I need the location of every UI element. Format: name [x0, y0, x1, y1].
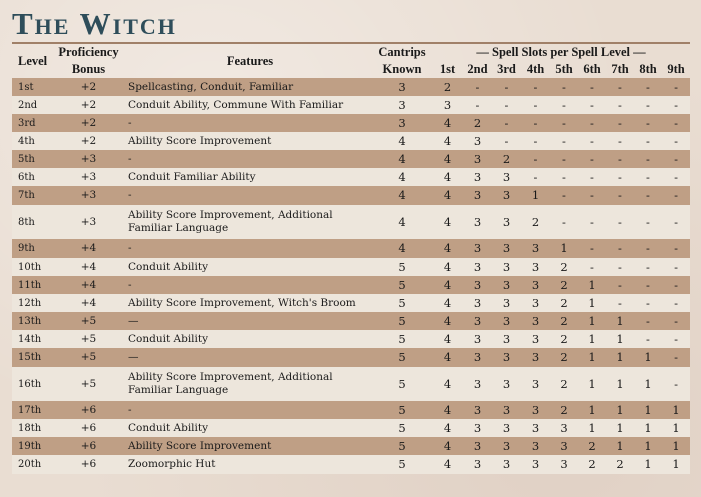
slot-cell-1st: 4	[443, 420, 452, 435]
header-slot-9th: 9th	[667, 62, 685, 76]
table-row	[12, 367, 690, 401]
proficiency-cell: +2	[80, 134, 97, 147]
slot-cell-3rd: 3	[502, 438, 511, 453]
slot-cell-7th: 2	[616, 457, 624, 471]
slot-cell-8th: 1	[644, 457, 652, 471]
slot-cell-2nd: 3	[473, 313, 482, 328]
slot-cell-6th: -	[590, 259, 594, 274]
table-row	[12, 132, 690, 150]
slot-cell-9th: -	[674, 350, 678, 364]
slot-cell-2nd: 3	[473, 241, 482, 255]
cantrips-cell: 5	[398, 457, 406, 471]
table-body	[12, 78, 690, 474]
level-cell: 9th	[18, 243, 35, 254]
header-slot-5th: 5th	[555, 62, 573, 76]
slot-cell-2nd: -	[475, 97, 480, 112]
slot-cell-2nd: 3	[473, 259, 482, 274]
slot-cell-2nd: -	[475, 79, 480, 94]
table-row	[12, 455, 690, 474]
slot-cell-3rd: 3	[502, 241, 511, 255]
cantrips-cell: 5	[398, 376, 406, 391]
proficiency-cell: +3	[80, 170, 97, 183]
slot-cell-7th: -	[618, 259, 622, 274]
proficiency-cell: +2	[80, 116, 97, 129]
proficiency-cell: +4	[80, 296, 97, 309]
slot-cell-4th: 3	[531, 376, 540, 391]
slot-cell-3rd: 3	[502, 214, 511, 229]
table-row	[12, 419, 690, 437]
level-cell: 13th	[18, 315, 42, 327]
features-cell: Ability Score Improvement	[128, 439, 272, 452]
proficiency-cell: +5	[80, 314, 97, 327]
slot-cell-2nd: 3	[473, 277, 482, 292]
slot-cell-5th: 2	[560, 331, 568, 346]
level-cell: 11th	[18, 279, 42, 291]
slot-cell-9th: 1	[672, 438, 680, 453]
slot-cell-5th: -	[562, 79, 566, 94]
slot-cell-6th: -	[590, 214, 594, 229]
slot-cell-5th: 2	[560, 259, 568, 274]
slot-cell-6th: 1	[588, 420, 596, 435]
features-cell: Spellcasting, Conduit, Familiar	[128, 80, 294, 93]
slot-cell-1st: 4	[443, 402, 452, 417]
table-row	[12, 294, 690, 312]
slot-cell-8th: 1	[644, 376, 652, 391]
header-slot-7th: 7th	[611, 62, 629, 76]
slot-cell-1st: 4	[443, 214, 452, 229]
table-row	[12, 348, 690, 367]
slot-cell-8th: -	[646, 169, 650, 184]
level-cell: 17th	[18, 404, 42, 416]
slot-cell-9th: 1	[672, 420, 680, 435]
slot-cell-7th: 1	[616, 376, 624, 391]
slot-cell-3rd: 3	[502, 376, 511, 391]
header-slot-8th: 8th	[639, 62, 657, 76]
proficiency-cell: +6	[80, 403, 97, 416]
slot-cell-5th: 2	[560, 350, 568, 364]
slot-cell-8th: -	[646, 313, 650, 328]
proficiency-cell: +2	[80, 80, 97, 93]
slot-cell-7th: -	[618, 115, 622, 130]
slot-cell-1st: 4	[443, 457, 452, 471]
slot-cell-6th: 1	[588, 313, 596, 328]
table-row	[12, 276, 690, 294]
slot-cell-2nd: 3	[473, 376, 482, 391]
slot-cell-8th: 1	[644, 402, 652, 417]
table-row	[12, 186, 690, 205]
slot-cell-9th: -	[674, 277, 678, 292]
page-title: The Witch	[12, 6, 177, 41]
proficiency-cell: +5	[80, 351, 97, 363]
slot-cell-5th: -	[562, 115, 566, 130]
table-row	[12, 168, 690, 186]
slot-cell-6th: -	[590, 79, 594, 94]
slot-cell-9th: -	[674, 331, 678, 346]
slot-cell-9th: -	[674, 115, 678, 130]
table-row	[12, 114, 690, 132]
features-cell: Conduit Ability, Commune With Familiar	[128, 98, 344, 111]
slot-cell-2nd: 3	[473, 420, 482, 435]
features-cell: —	[128, 314, 139, 327]
level-cell: 2nd	[18, 99, 38, 111]
slot-cell-4th: 3	[531, 313, 540, 328]
slot-cell-9th: -	[674, 79, 678, 94]
level-cell: 19th	[18, 440, 42, 452]
slot-cell-1st: 4	[443, 241, 452, 255]
slot-cell-4th: 3	[531, 277, 540, 292]
slot-cell-5th: 3	[560, 438, 568, 453]
slot-cell-4th: -	[533, 151, 538, 166]
slot-cell-9th: -	[674, 169, 678, 184]
features-cell: Ability Score Improvement, Additional Familiar Language	[128, 209, 333, 234]
table-row	[12, 96, 690, 114]
slot-cell-6th: 1	[588, 402, 596, 417]
slot-cell-4th: 3	[531, 438, 540, 453]
slot-cell-4th: -	[533, 79, 538, 94]
table-row	[12, 312, 690, 330]
features-cell: -	[128, 152, 132, 165]
slot-cell-5th: 2	[560, 313, 568, 328]
features-cell: Conduit Ability	[128, 260, 209, 273]
slot-cell-8th: -	[646, 241, 650, 255]
slot-cell-5th: 2	[560, 376, 568, 391]
table-row	[12, 78, 690, 96]
level-cell: 10th	[18, 261, 42, 273]
cantrips-cell: 5	[398, 350, 406, 364]
table-row	[12, 437, 690, 455]
cantrips-cell: 4	[398, 214, 406, 229]
level-cell: 7th	[18, 190, 35, 201]
slot-cell-4th: -	[533, 115, 538, 130]
level-cell: 20th	[18, 459, 42, 470]
header-slot-4th: 4th	[526, 62, 545, 76]
slot-cell-5th: 1	[560, 241, 568, 255]
features-cell: Conduit Ability	[128, 421, 209, 434]
slot-cell-1st: 4	[443, 350, 452, 364]
slot-cell-4th: 3	[531, 295, 540, 310]
cantrips-cell: 5	[398, 420, 406, 435]
slot-cell-2nd: 3	[473, 350, 482, 364]
slot-cell-7th: 1	[616, 313, 624, 328]
slot-cell-5th: -	[562, 97, 566, 112]
slot-cell-3rd: -	[504, 79, 509, 94]
slot-cell-8th: -	[646, 331, 650, 346]
slot-cell-6th: 1	[588, 350, 596, 364]
slot-cell-8th: -	[646, 188, 650, 202]
slot-cell-2nd: 3	[473, 151, 482, 166]
slot-cell-1st: 4	[443, 313, 452, 328]
cantrips-cell: 4	[398, 151, 406, 166]
slot-cell-7th: 1	[616, 420, 624, 435]
slot-cell-8th: -	[646, 97, 650, 112]
header-level: Level	[18, 53, 48, 68]
slot-cell-7th: -	[618, 214, 622, 229]
header-features: Features	[226, 53, 274, 68]
slot-cell-6th: 1	[588, 295, 596, 310]
slot-cell-7th: -	[618, 151, 622, 166]
slot-cell-4th: 1	[531, 188, 540, 202]
slot-cell-6th: -	[590, 133, 594, 148]
slot-cell-3rd: 3	[502, 420, 511, 435]
cantrips-cell: 4	[398, 169, 406, 184]
header-slot-2nd: 2nd	[467, 62, 488, 76]
cantrips-cell: 4	[398, 188, 406, 202]
slot-cell-4th: 3	[531, 457, 540, 471]
slot-cell-4th: 3	[531, 402, 540, 417]
proficiency-cell: +5	[80, 332, 97, 345]
slot-cell-3rd: 3	[502, 188, 511, 202]
proficiency-cell: +4	[80, 242, 97, 254]
slot-cell-6th: 2	[588, 438, 596, 453]
slot-cell-1st: 4	[443, 277, 452, 292]
proficiency-cell: +2	[80, 98, 97, 111]
slot-cell-4th: 3	[531, 420, 540, 435]
features-cell: -	[128, 278, 132, 291]
slot-cell-7th: -	[618, 133, 622, 148]
slot-cell-1st: 3	[443, 97, 452, 112]
table-row	[12, 330, 690, 348]
level-cell: 16th	[18, 378, 42, 390]
slot-cell-8th: -	[646, 277, 650, 292]
slot-cell-2nd: 2	[473, 115, 482, 130]
slot-cell-5th: -	[562, 133, 566, 148]
header-slot-6th: 6th	[583, 62, 601, 76]
slot-cell-2nd: 3	[473, 457, 482, 471]
slot-cell-8th: 1	[644, 438, 652, 453]
slot-cell-9th: -	[674, 151, 678, 166]
slot-cell-8th: -	[646, 115, 650, 130]
features-cell: Ability Score Improvement	[128, 134, 272, 147]
slot-cell-7th: 1	[616, 438, 624, 453]
slot-cell-5th: 3	[560, 420, 568, 435]
slot-cell-1st: 4	[443, 259, 452, 274]
cantrips-cell: 4	[398, 241, 406, 255]
cantrips-cell: 5	[398, 331, 406, 346]
cantrips-cell: 5	[398, 402, 406, 417]
slot-cell-9th: -	[674, 295, 678, 310]
slot-cell-1st: 4	[443, 438, 452, 453]
slot-cell-9th: 1	[672, 457, 680, 471]
features-cell: Conduit Ability	[128, 332, 209, 345]
features-cell: Conduit Familiar Ability	[128, 170, 256, 183]
slot-cell-1st: 4	[443, 151, 452, 166]
slot-cell-3rd: 3	[502, 402, 511, 417]
level-cell: 5th	[18, 153, 35, 165]
slot-cell-3rd: -	[504, 97, 509, 112]
slot-cell-1st: 4	[443, 295, 452, 310]
features-cell: -	[128, 189, 132, 201]
slot-cell-2nd: 3	[473, 214, 482, 229]
slot-cell-1st: 4	[443, 331, 452, 346]
slot-cell-3rd: 3	[502, 277, 511, 292]
table-row	[12, 239, 690, 258]
slot-cell-9th: -	[674, 259, 678, 274]
slot-cell-2nd: 3	[473, 133, 482, 148]
slot-cell-9th: -	[674, 97, 678, 112]
header-cantrips-line2: Known	[382, 62, 422, 76]
table-row	[12, 258, 690, 276]
level-cell: 3rd	[18, 117, 36, 129]
slot-cell-8th: 1	[644, 350, 652, 364]
features-cell: Zoomorphic Hut	[128, 458, 216, 470]
slot-cell-6th: -	[590, 169, 594, 184]
proficiency-cell: +6	[80, 421, 97, 434]
cantrips-cell: 3	[398, 79, 406, 94]
proficiency-cell: +3	[80, 189, 97, 201]
features-cell: -	[128, 403, 132, 416]
proficiency-cell: +6	[80, 458, 97, 470]
slot-cell-4th: 3	[531, 350, 540, 364]
slot-cell-2nd: 3	[473, 331, 482, 346]
slot-cell-6th: -	[590, 241, 594, 255]
slot-cell-3rd: -	[504, 133, 509, 148]
features-cell: —	[128, 351, 139, 363]
slot-cell-7th: -	[618, 188, 622, 202]
slot-cell-7th: 1	[616, 350, 624, 364]
slot-cell-8th: -	[646, 79, 650, 94]
header-slot-3rd: 3rd	[497, 62, 516, 76]
slot-cell-3rd: 3	[502, 259, 511, 274]
slot-cell-7th: -	[618, 277, 622, 292]
level-cell: 18th	[18, 422, 42, 434]
slot-cell-1st: 4	[443, 169, 452, 184]
cantrips-cell: 5	[398, 313, 406, 328]
level-cell: 14th	[18, 333, 42, 345]
slot-cell-9th: -	[674, 133, 678, 148]
slot-cell-3rd: 2	[502, 151, 511, 166]
proficiency-cell: +4	[80, 278, 97, 291]
slot-cell-3rd: -	[504, 115, 509, 130]
header-proficiency-line1: Proficiency	[58, 45, 119, 59]
slot-cell-5th: 3	[560, 457, 568, 471]
slot-cell-5th: -	[562, 151, 566, 166]
level-cell: 1st	[18, 81, 34, 93]
slot-cell-5th: 2	[560, 277, 568, 292]
table-row	[12, 401, 690, 419]
proficiency-cell: +3	[80, 215, 97, 228]
slot-cell-5th: 2	[560, 295, 568, 310]
slot-cell-9th: 1	[672, 402, 680, 417]
slot-cell-7th: -	[618, 241, 622, 255]
header-proficiency-line2: Bonus	[71, 62, 106, 76]
slot-cell-4th: 2	[531, 214, 540, 229]
proficiency-cell: +5	[80, 377, 97, 390]
slot-cell-2nd: 3	[473, 295, 482, 310]
slot-cell-2nd: 3	[473, 438, 482, 453]
cantrips-cell: 4	[398, 133, 406, 148]
slot-cell-7th: 1	[616, 331, 624, 346]
table-row	[12, 150, 690, 168]
witch-progression-table	[12, 44, 690, 474]
slot-cell-7th: -	[618, 79, 622, 94]
slot-cell-9th: -	[674, 313, 678, 328]
level-cell: 4th	[18, 135, 35, 147]
slot-cell-5th: -	[562, 214, 566, 229]
slot-cell-3rd: 3	[502, 331, 511, 346]
slot-cell-1st: 4	[443, 376, 452, 391]
slot-cell-8th: -	[646, 133, 650, 148]
slot-cell-8th: -	[646, 259, 650, 274]
slot-cell-9th: -	[674, 188, 678, 202]
level-cell: 6th	[18, 171, 35, 183]
slot-cell-5th: -	[562, 169, 566, 184]
slot-cell-6th: -	[590, 115, 594, 130]
slot-cell-6th: 1	[588, 376, 596, 391]
slot-cell-4th: -	[533, 169, 538, 184]
slot-cell-4th: -	[533, 133, 538, 148]
slot-cell-8th: 1	[644, 420, 652, 435]
slot-cell-3rd: 3	[502, 295, 511, 310]
header-spell-slots: — Spell Slots per Spell Level —	[476, 45, 646, 59]
slot-cell-1st: 4	[443, 188, 452, 202]
slot-cell-7th: 1	[616, 402, 624, 417]
slot-cell-4th: 3	[531, 241, 540, 255]
slot-cell-2nd: 3	[473, 402, 482, 417]
slot-cell-1st: 2	[443, 79, 452, 94]
slot-cell-6th: -	[590, 188, 594, 202]
table-row	[12, 205, 690, 239]
proficiency-cell: +3	[80, 152, 97, 165]
slot-cell-3rd: 3	[502, 169, 511, 184]
cantrips-cell: 5	[398, 438, 406, 453]
features-cell: -	[128, 116, 132, 129]
cantrips-cell: 5	[398, 259, 406, 274]
slot-cell-1st: 4	[443, 133, 452, 148]
slot-cell-6th: 1	[588, 277, 596, 292]
slot-cell-9th: -	[674, 241, 678, 255]
slot-cell-2nd: 3	[473, 188, 482, 202]
slot-cell-4th: 3	[531, 259, 540, 274]
cantrips-cell: 3	[398, 97, 406, 112]
features-cell: -	[128, 242, 132, 254]
level-cell: 8th	[18, 216, 35, 228]
slot-cell-5th: -	[562, 188, 566, 202]
slot-cell-5th: 2	[560, 402, 568, 417]
slot-cell-7th: -	[618, 295, 622, 310]
level-cell: 12th	[18, 297, 42, 309]
proficiency-cell: +4	[80, 260, 97, 273]
slot-cell-3rd: 3	[502, 313, 511, 328]
features-cell: Ability Score Improvement, Witch's Broom	[128, 296, 356, 309]
slot-cell-4th: 3	[531, 331, 540, 346]
slot-cell-9th: -	[674, 214, 678, 229]
header-slot-1st: 1st	[439, 62, 456, 76]
header-cantrips-line1: Cantrips	[378, 45, 426, 59]
cantrips-cell: 5	[398, 277, 406, 292]
slot-cell-6th: 2	[588, 457, 596, 471]
slot-cell-7th: -	[618, 97, 622, 112]
level-cell: 15th	[18, 352, 42, 363]
slot-cell-2nd: 3	[473, 169, 482, 184]
slot-cell-8th: -	[646, 151, 650, 166]
cantrips-cell: 5	[398, 295, 406, 310]
cantrips-cell: 3	[398, 115, 406, 130]
slot-cell-8th: -	[646, 214, 650, 229]
slot-cell-6th: -	[590, 151, 594, 166]
slot-cell-8th: -	[646, 295, 650, 310]
slot-cell-6th: -	[590, 97, 594, 112]
slot-cell-7th: -	[618, 169, 622, 184]
slot-cell-3rd: 3	[502, 457, 511, 471]
slot-cell-3rd: 3	[502, 350, 511, 364]
proficiency-cell: +6	[80, 439, 97, 452]
slot-cell-1st: 4	[443, 115, 452, 130]
slot-cell-6th: 1	[588, 331, 596, 346]
features-cell: Ability Score Improvement, Additional Familiar Language	[128, 371, 333, 396]
slot-cell-4th: -	[533, 97, 538, 112]
slot-cell-9th: -	[674, 376, 678, 391]
